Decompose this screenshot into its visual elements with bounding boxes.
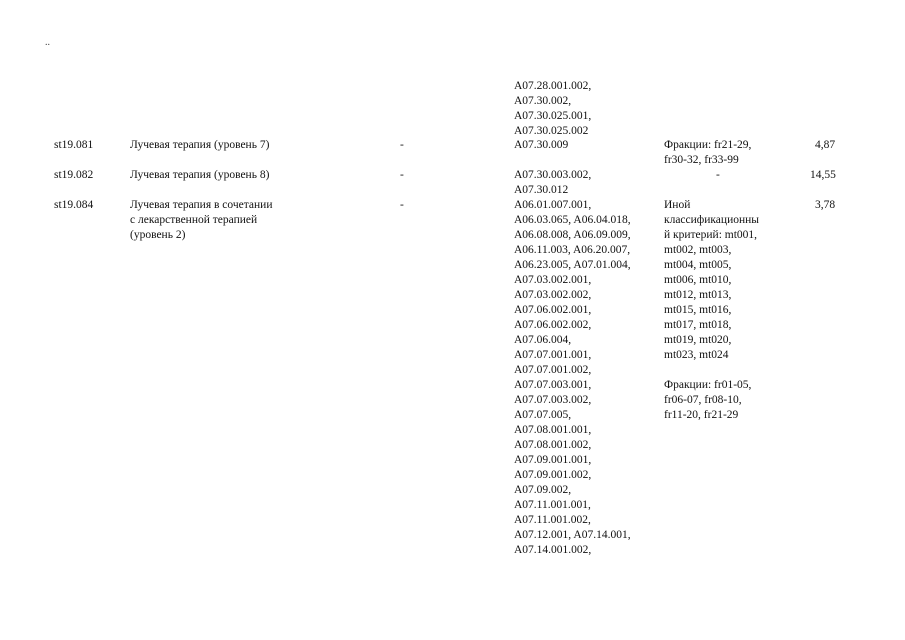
criteria-line: fr30-32, fr33-99	[664, 154, 739, 166]
service-code-line: A07.11.001.002,	[514, 514, 591, 526]
service-code-line: A07.07.003.002,	[514, 394, 592, 406]
continuation-service-codes	[514, 79, 591, 139]
service-code-line: A06.03.065, A06.04.018,	[514, 214, 631, 226]
service-code-line: A07.06.002.001,	[514, 304, 592, 316]
row-service-codes	[514, 198, 631, 558]
row-coefficient: 14,55	[810, 169, 836, 181]
row-criteria	[664, 198, 759, 423]
service-code-line: A07.11.001.001,	[514, 499, 591, 511]
criteria-line: fr06-07, fr08-10,	[664, 394, 742, 406]
criteria-line: классификационны	[664, 214, 760, 226]
service-code-line: A07.09.002,	[514, 484, 572, 496]
service-code-line: A07.12.001, A07.14.001,	[514, 529, 631, 541]
service-code-line: A07.14.001.002,	[514, 544, 592, 556]
row-name-line: (уровень 2)	[130, 229, 186, 241]
service-code-line: A06.23.005, A07.01.004,	[514, 259, 631, 271]
service-code-line: A07.08.001.001,	[514, 424, 592, 436]
criteria-line: fr11-20, fr21-29	[664, 409, 739, 421]
criteria-line: mt017, mt018,	[664, 319, 732, 331]
row-dash: -	[400, 139, 404, 151]
row-criteria-dash: -	[716, 169, 720, 181]
service-code-line: A07.07.001.002,	[514, 364, 592, 376]
criteria-line: Иной	[664, 199, 691, 211]
row-service-codes	[514, 138, 568, 153]
row-name-line: Лучевая терапия в сочетании	[130, 199, 273, 211]
service-code-line: A06.01.007.001,	[514, 199, 592, 211]
criteria-line: mt015, mt016,	[664, 304, 732, 316]
row-dash: -	[400, 169, 404, 181]
criteria-line: mt004, mt005,	[664, 259, 732, 271]
row-name-line: Лучевая терапия (уровень 7)	[130, 139, 270, 151]
service-code-line: A07.30.002,	[514, 95, 572, 107]
row-code: st19.084	[54, 199, 94, 211]
row-name	[130, 138, 269, 153]
service-code-line: A07.30.012	[514, 184, 569, 196]
row-coefficient: 4,87	[815, 139, 836, 151]
row-dash: -	[400, 199, 404, 211]
service-code-line: A07.03.002.002,	[514, 289, 592, 301]
row-criteria	[664, 138, 751, 168]
service-code-line: A07.30.009	[514, 139, 569, 151]
criteria-line: Фракции: fr21-29,	[664, 139, 752, 151]
row-code: st19.082	[54, 169, 94, 181]
service-code-line: A07.28.001.002,	[514, 80, 592, 92]
criteria-spacer	[664, 363, 759, 378]
row-coefficient: 3,78	[815, 199, 836, 211]
service-code-line: A07.06.002.002,	[514, 319, 592, 331]
service-code-line: A07.07.001.001,	[514, 349, 592, 361]
criteria-line: mt006, mt010,	[664, 274, 732, 286]
service-code-line: A07.30.025.001,	[514, 110, 592, 122]
service-code-line: A07.07.005,	[514, 409, 572, 421]
service-code-line: A07.06.004,	[514, 334, 572, 346]
row-name	[130, 168, 269, 183]
criteria-line: mt023, mt024	[664, 349, 729, 361]
service-code-line: A07.08.001.002,	[514, 439, 592, 451]
criteria-line: Фракции: fr01-05,	[664, 379, 752, 391]
row-name-line: Лучевая терапия (уровень 8)	[130, 169, 270, 181]
row-code: st19.081	[54, 139, 94, 151]
criteria-line: й критерий: mt001,	[664, 229, 758, 241]
service-code-line: A06.11.003, A06.20.007,	[514, 244, 631, 256]
criteria-line: mt012, mt013,	[664, 289, 732, 301]
row-name-line: с лекарственной терапией	[130, 214, 258, 226]
row-name	[130, 198, 273, 243]
service-code-line: A06.08.008, A06.09.009,	[514, 229, 631, 241]
row-service-codes	[514, 168, 591, 198]
service-code-line: A07.09.001.001,	[514, 454, 592, 466]
page-marker: ..	[45, 37, 50, 48]
service-code-line: A07.09.001.002,	[514, 469, 592, 481]
service-code-line: A07.30.003.002,	[514, 169, 592, 181]
service-code-line: A07.07.003.001,	[514, 379, 592, 391]
service-code-line: A07.03.002.001,	[514, 274, 592, 286]
service-code-line: A07.30.025.002	[514, 125, 589, 137]
criteria-line: mt019, mt020,	[664, 334, 732, 346]
criteria-line: mt002, mt003,	[664, 244, 732, 256]
